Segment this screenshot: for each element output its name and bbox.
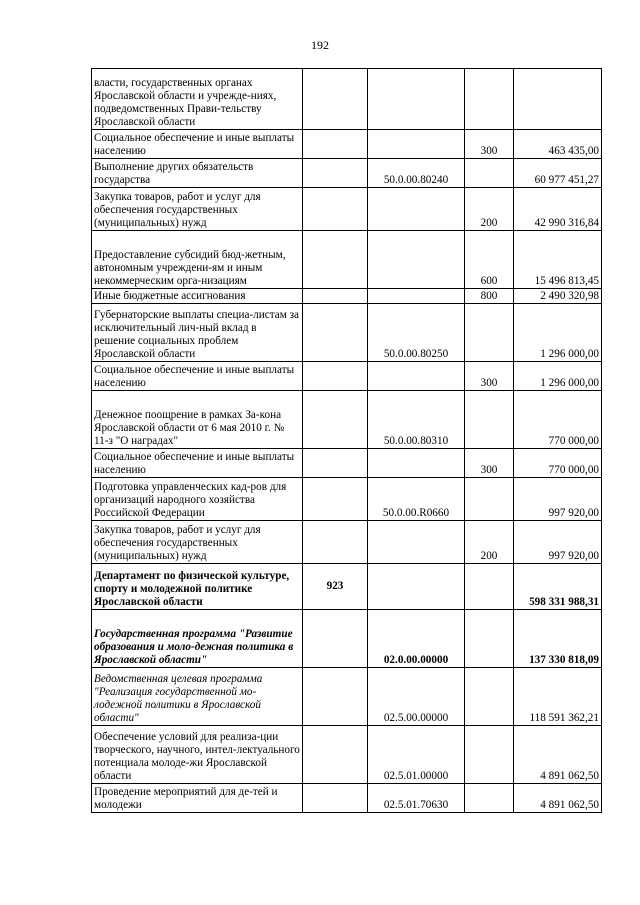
row-dept: [303, 231, 368, 289]
row-expense-type: [465, 610, 514, 668]
row-expense-type: 300: [465, 130, 514, 159]
row-sum: 1 296 000,00: [514, 304, 602, 362]
row-code: [368, 69, 465, 130]
row-code: 50.0.00.80250: [368, 304, 465, 362]
row-dept: [303, 69, 368, 130]
table-row: [92, 478, 602, 521]
table-row: [92, 784, 602, 813]
table-row: [92, 449, 602, 478]
row-expense-type: 200: [465, 188, 514, 231]
row-sum: 42 990 316,84: [514, 188, 602, 231]
table-row: [92, 231, 602, 289]
row-dept: [303, 130, 368, 159]
row-code: [368, 289, 465, 304]
row-dept: [303, 784, 368, 813]
row-expense-type: 800: [465, 289, 514, 304]
row-dept: [303, 726, 368, 784]
table-row: [92, 362, 602, 391]
row-expense-type: 300: [465, 362, 514, 391]
row-name: Подготовка управленческих кад-ров для организаций народного хозяйства Российской Федерации: [92, 478, 303, 521]
row-sum: 137 330 818,09: [514, 610, 602, 668]
row-sum: 4 891 062,50: [514, 726, 602, 784]
row-dept: [303, 362, 368, 391]
row-name: Иные бюджетные ассигнования: [92, 289, 303, 304]
row-dept: [303, 188, 368, 231]
table-row: [92, 726, 602, 784]
row-sum: 1 296 000,00: [514, 362, 602, 391]
row-name: Денежное поощрение в рамках За-кона Ярославской области от 6 мая 2010 г. № 11-з "О наградах": [92, 391, 303, 449]
row-code: [368, 521, 465, 564]
row-sum: 15 496 813,45: [514, 231, 602, 289]
row-name: Предоставление субсидий бюд-жетным, автономным учреждени-ям и иным некоммерческим орга-низациям: [92, 231, 303, 289]
row-name: Социальное обеспечение и иные выплаты населению: [92, 449, 303, 478]
row-sum: 4 891 062,50: [514, 784, 602, 813]
row-name: Государственная программа "Развитие образования и моло-дежная политика в Ярославской области": [92, 610, 303, 668]
row-expense-type: 200: [465, 521, 514, 564]
row-name: Губернаторские выплаты специа-листам за исключительный лич-ный вклад в решение социальных проблем Ярославской области: [92, 304, 303, 362]
row-name: Ведомственная целевая программа "Реализация государственной мо-лодежной политики в Ярославской области": [92, 668, 303, 726]
row-code: [368, 231, 465, 289]
row-sum: 2 490 320,98: [514, 289, 602, 304]
table-row: [92, 69, 602, 130]
row-expense-type: 300: [465, 449, 514, 478]
table-row: [92, 304, 602, 362]
budget-table: [91, 68, 602, 813]
row-code: 50.0.00.80240: [368, 159, 465, 188]
row-name: Обеспечение условий для реализа-ции творческого, научного, интел-лектуального потенциала молоде-жи Ярославской области: [92, 726, 303, 784]
row-dept: [303, 610, 368, 668]
table-row: [92, 610, 602, 668]
row-code: [368, 449, 465, 478]
row-code: [368, 564, 465, 610]
row-sum: 118 591 362,21: [514, 668, 602, 726]
row-code: 02.5.00.00000: [368, 668, 465, 726]
row-code: [368, 188, 465, 231]
row-sum: 770 000,00: [514, 391, 602, 449]
row-dept: [303, 478, 368, 521]
row-sum: 997 920,00: [514, 478, 602, 521]
row-sum: 598 331 988,31: [514, 564, 602, 610]
row-dept: [303, 391, 368, 449]
row-dept: 923: [303, 564, 368, 610]
row-sum: 997 920,00: [514, 521, 602, 564]
row-expense-type: [465, 159, 514, 188]
table-row: [92, 564, 602, 610]
row-dept: [303, 668, 368, 726]
row-code: 02.0.00.00000: [368, 610, 465, 668]
row-code: [368, 362, 465, 391]
row-dept: [303, 289, 368, 304]
row-name: Проведение мероприятий для де-тей и молодежи: [92, 784, 303, 813]
row-dept: [303, 449, 368, 478]
row-code: 50.0.00.R0660: [368, 478, 465, 521]
table-row: [92, 159, 602, 188]
table-row: [92, 289, 602, 304]
page-number: 192: [311, 38, 329, 52]
row-expense-type: [465, 726, 514, 784]
row-name: Социальное обеспечение и иные выплаты населению: [92, 362, 303, 391]
row-name: Выполнение других обязательств государства: [92, 159, 303, 188]
table-row: [92, 188, 602, 231]
row-sum: 770 000,00: [514, 449, 602, 478]
row-sum: 60 977 451,27: [514, 159, 602, 188]
table-row: [92, 668, 602, 726]
row-name: Закупка товаров, работ и услуг для обеспечения государственных (муниципальных) нужд: [92, 521, 303, 564]
row-expense-type: [465, 668, 514, 726]
row-sum: 463 435,00: [514, 130, 602, 159]
row-name: Департамент по физической культуре, спорту и молодежной политике Ярославской области: [92, 564, 303, 610]
row-code: [368, 130, 465, 159]
row-expense-type: [465, 304, 514, 362]
row-code: 50.0.00.80310: [368, 391, 465, 449]
table-row: [92, 391, 602, 449]
row-code: 02.5.01.70630: [368, 784, 465, 813]
row-expense-type: [465, 564, 514, 610]
table-row: [92, 521, 602, 564]
row-expense-type: [465, 784, 514, 813]
row-expense-type: 600: [465, 231, 514, 289]
row-code: 02.5.01.00000: [368, 726, 465, 784]
row-sum: [514, 69, 602, 130]
row-expense-type: [465, 69, 514, 130]
table-row: [92, 130, 602, 159]
row-expense-type: [465, 391, 514, 449]
row-expense-type: [465, 478, 514, 521]
row-name: Социальное обеспечение и иные выплаты населению: [92, 130, 303, 159]
row-dept: [303, 304, 368, 362]
row-name: власти, государственных органах Ярославской области и учрежде-ниях, подведомственных Прави-тельству Ярославской области: [92, 69, 303, 130]
row-name: Закупка товаров, работ и услуг для обеспечения государственных (муниципальных) нужд: [92, 188, 303, 231]
row-dept: [303, 521, 368, 564]
row-dept: [303, 159, 368, 188]
